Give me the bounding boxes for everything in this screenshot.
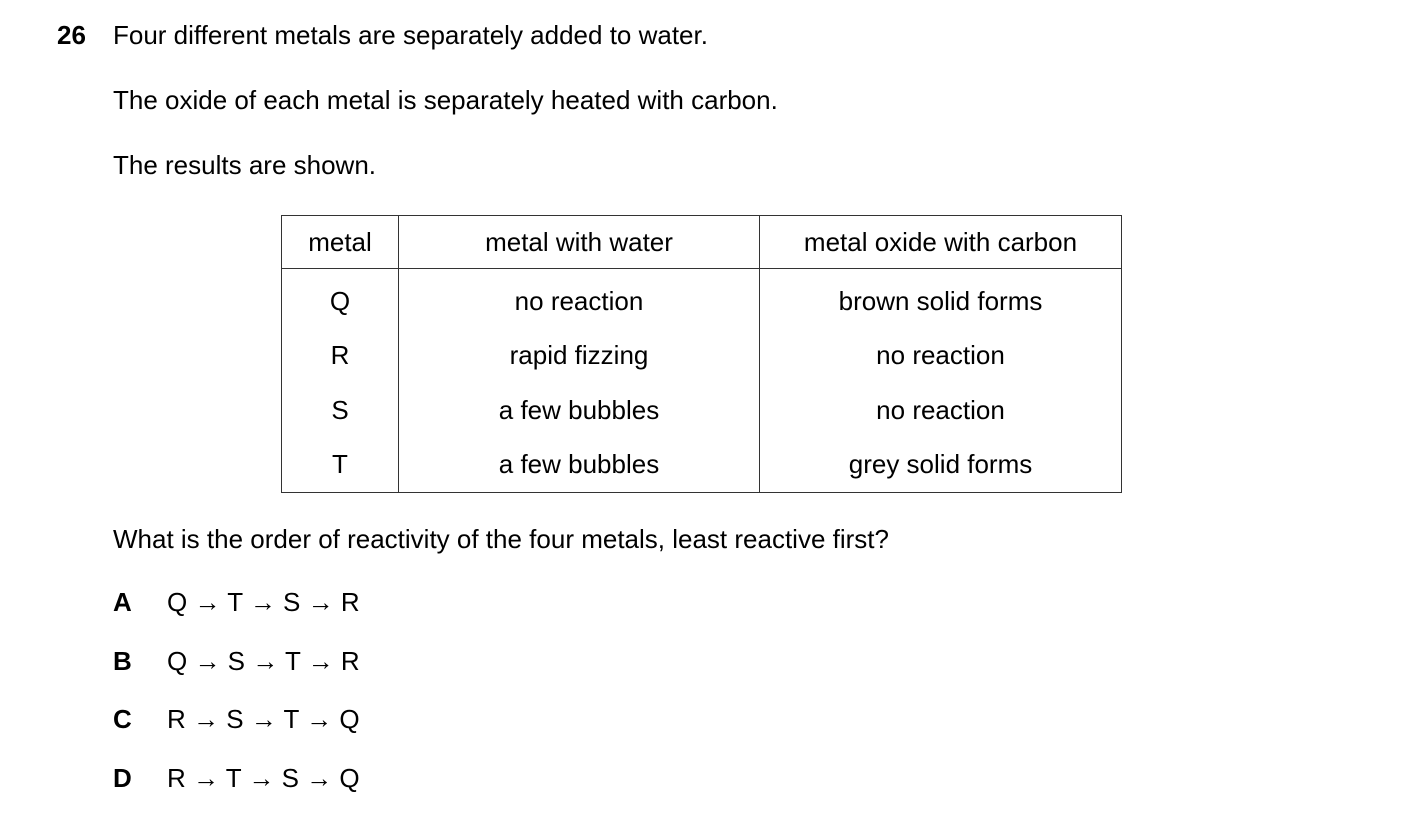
cell-metal: R: [282, 329, 399, 384]
cell-water-result: a few bubbles: [399, 438, 760, 493]
cell-carbon-result: no reaction: [760, 383, 1122, 438]
header-metal-with-water: metal with water: [399, 216, 760, 269]
table-row: [282, 269, 1122, 329]
cell-water-result: no reaction: [399, 269, 760, 329]
question-text-line-3: The results are shown.: [113, 150, 377, 180]
option-letter: B: [113, 646, 132, 676]
cell-metal: T: [282, 438, 399, 493]
option-text: Q → S → T → R: [167, 646, 360, 676]
question-prompt: What is the order of reactivity of the four metals, least reactive first?: [113, 524, 889, 554]
header-metal-oxide-with-carbon: metal oxide with carbon: [760, 216, 1122, 269]
table-header-row: [282, 216, 1122, 269]
option-text: R → S → T → Q: [167, 704, 360, 734]
cell-carbon-result: brown solid forms: [760, 269, 1122, 329]
option-letter: D: [113, 763, 132, 793]
cell-water-result: rapid fizzing: [399, 329, 760, 384]
cell-carbon-result: no reaction: [760, 329, 1122, 384]
option-letter: A: [113, 587, 132, 617]
cell-water-result: a few bubbles: [399, 383, 760, 438]
cell-carbon-result: grey solid forms: [760, 438, 1122, 493]
option-text: R → T → S → Q: [167, 763, 360, 793]
option-text: Q → T → S → R: [167, 587, 360, 617]
question-number: 26: [57, 20, 86, 50]
results-table: [281, 215, 1122, 493]
header-metal: metal: [282, 216, 399, 269]
cell-metal: S: [282, 383, 399, 438]
question-text-line-2: The oxide of each metal is separately heated with carbon.: [113, 85, 778, 115]
cell-metal: Q: [282, 269, 399, 329]
option-letter: C: [113, 704, 132, 734]
question-text-line-1: Four different metals are separately added to water.: [113, 20, 708, 50]
table-row: [282, 329, 1122, 384]
table-row: [282, 438, 1122, 493]
table-row: [282, 383, 1122, 438]
